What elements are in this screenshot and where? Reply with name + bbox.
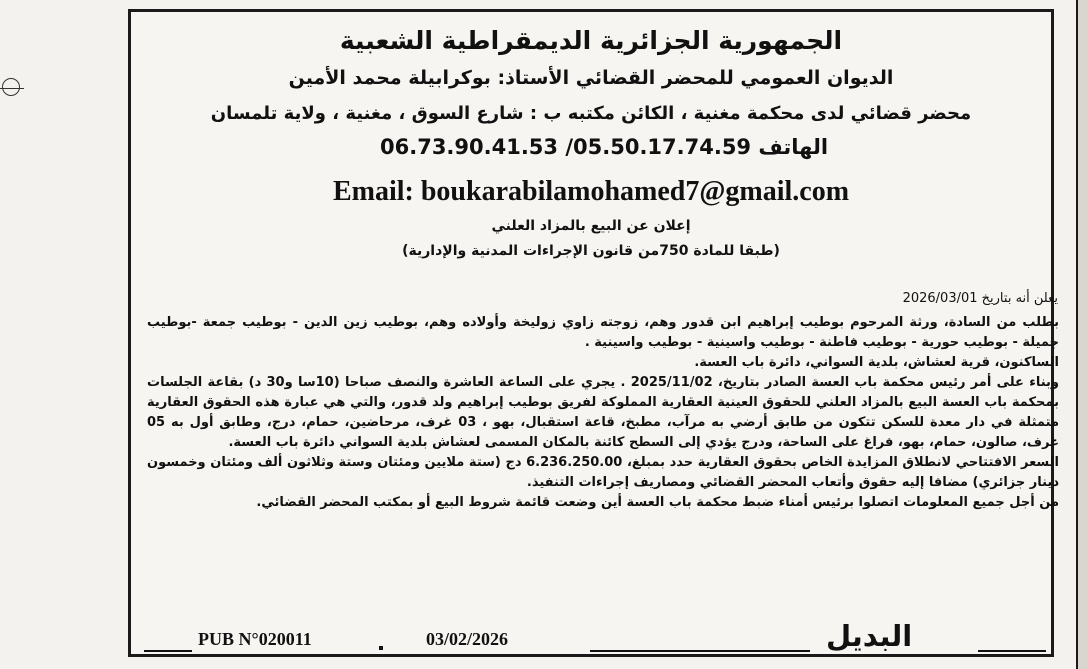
- body-paragraph-residence: الساكنون، قرية لعشاش، بلدية السواني، دائرة باب العسة.: [694, 355, 1059, 370]
- body-paragraph-order: وبناء على أمر رئيس محكمة باب العسة الصادر بتاريخ، 2025/11/02 . يجري على الساعة العاشرة والنصف صباحا (10سا و30 د) بقاعة الجلسات بمحكمة باب العسة البيع بالمزاد العلني للحقوق العينية العقارية المملوكة لفريق بوطيب إبراهيم ولد قدور، والتي هي عبارة هذه الحقوق العقارية متمثلة في دار معدة للسكن تتكون من طابق أرضي به مرآب، مطبخ، قاعة استقبال، بهو ، 03 غرف، مرحاضين، حمام، درج، وطابق أول به 05 غرف، صالون، حمام، بهو، فراغ على الساحة، ودرج يؤدي إلى السطح كائنة بالمكان المسمى لعشاش بلدية السواني دائرة باب العسة.: [147, 375, 1059, 450]
- newspaper-name: البديل: [826, 619, 913, 653]
- body-paragraph-requesters: بطلب من السادة، ورثة المرحوم بوطيب إبراهيم ابن قدور وهم، زوجته زاوي زوليخة وأولاده وهم، بوطيب زين الدين - بوطيب جمعة -بوطيب جميلة - بوطيب حورية - بوطيب فاطنة - بوطيب واسينية - بوطيب واسينية .: [147, 315, 1059, 350]
- footer-rule-middle: [590, 650, 810, 652]
- republic-title: الجمهورية الجزائرية الديمقراطية الشعبية: [339, 26, 843, 55]
- footer-rule-right: [978, 650, 1046, 652]
- phone-numbers: 05.50.17.74.59/ 06.73.90.41.53: [380, 135, 752, 159]
- office-address: محضر قضائي لدى محكمة مغنية ، الكائن مكتبه ب : شارع السوق ، مغنية ، ولاية تلمسان: [210, 103, 972, 124]
- registration-mark-circle: [2, 78, 20, 96]
- footer-separator-dot: [379, 646, 383, 650]
- footer-rule-left: [144, 650, 192, 652]
- office-title: الديوان العمومي للمحضر القضائي الأستاذ: بوكرابيلة محمد الأمين: [288, 67, 894, 89]
- announce-date-line: يعلن أنه بتاريخ 2026/03/01: [902, 291, 1058, 306]
- phone-line: [380, 135, 828, 159]
- email-line: Email: boukarabilamohamed7@gmail.com: [332, 176, 850, 207]
- phone-label: الهاتف: [758, 135, 829, 159]
- notice-title: إعلان عن البيع بالمزاد العلني: [491, 218, 691, 234]
- pub-date: 03/02/2026: [426, 629, 509, 649]
- notice-body: [147, 313, 1059, 513]
- pub-number: PUB N°020011: [198, 629, 312, 649]
- notice-subtitle: (طبقا للمادة 750من قانون الإجراءات المدنية والإدارية): [402, 243, 780, 259]
- body-paragraph-price: السعر الافتتاحي لانطلاق المزايدة الخاص بحقوق العقارية حدد بمبلغ، 6.236.250.00 دج (ستة ملايين ومئتان وستة وثلاثون ألف ومئتان وخمسون دينار جزائري) مضافا إليه حقوق وأتعاب المحضر القضائي ومصاريف إجراءات التنفيذ.: [147, 455, 1059, 490]
- body-paragraph-contact: من أجل جميع المعلومات اتصلوا برئيس أمناء ضبط محكمة باب العسة أين وضعت قائمة شروط البيع أو بمكتب المحضر القضائي.: [256, 495, 1059, 510]
- page-edge-strip: [1076, 0, 1088, 669]
